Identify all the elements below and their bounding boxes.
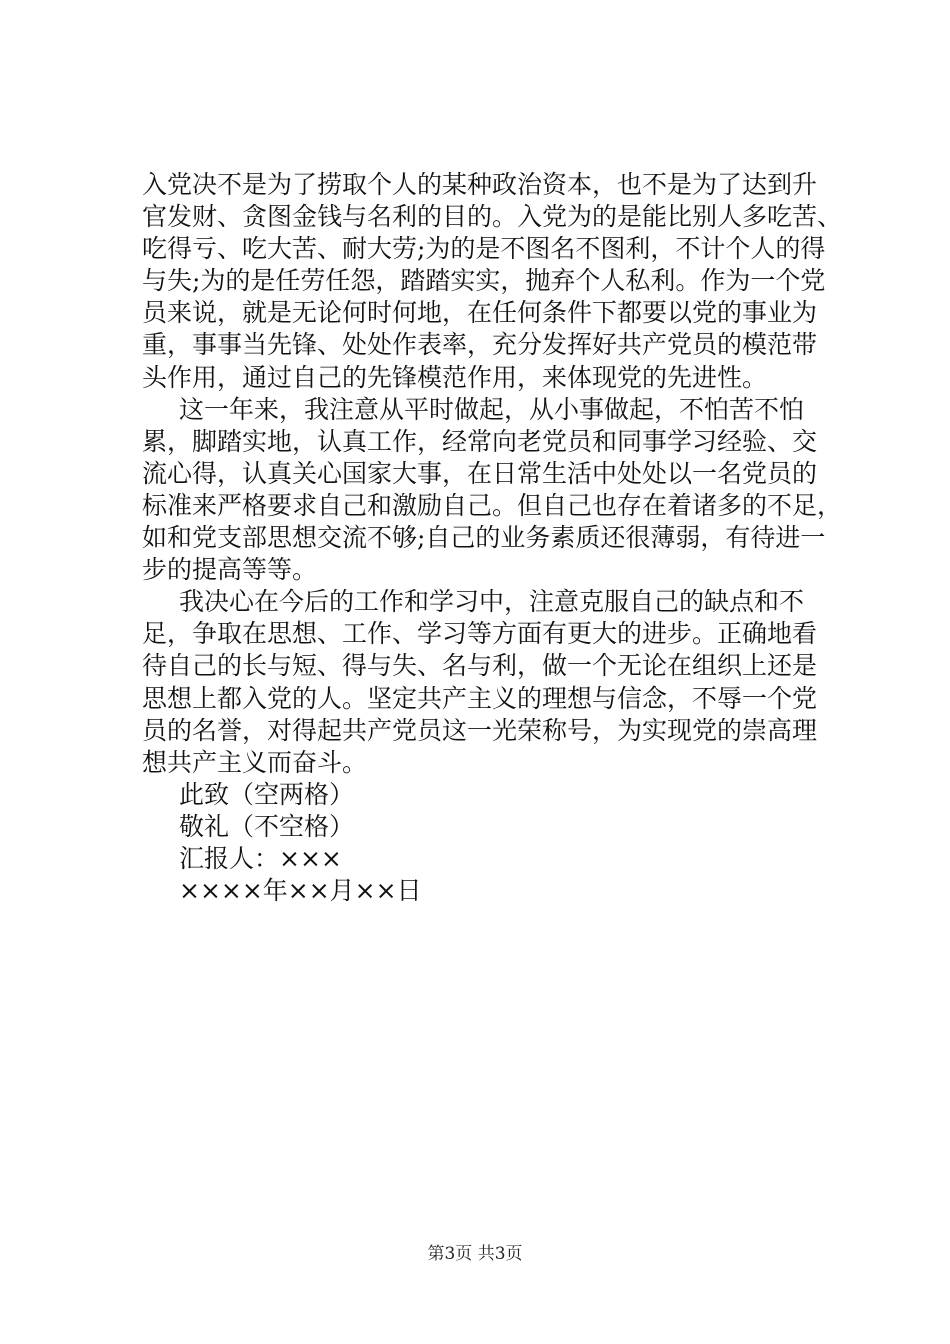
paragraph-line: 想共产主义而奋斗。: [142, 747, 368, 777]
closing-block: [142, 779, 812, 907]
paragraph-line: 我决心在今后的工作和学习中，注意克服自己的缺点和不: [179, 587, 805, 617]
closing-salutation: 此致（空两格）: [179, 779, 355, 809]
paragraph-line: 待自己的长与短、得与失、名与利，做一个无论在组织上还是: [142, 651, 818, 681]
paragraph-line: 足，争取在思想、工作、学习等方面有更大的进步。正确地看: [142, 619, 818, 649]
report-date: ××××年××月××日: [179, 876, 422, 906]
paragraph-1: [142, 169, 843, 394]
paragraph-line: 官发财、贪图金钱与名利的目的。入党为的是能比别人多吃苦、: [142, 202, 843, 232]
paragraph-line: 重，事事当先锋、处处作表率，充分发挥好共产党员的模范带: [142, 330, 818, 360]
paragraph-line: 如和党支部思想交流不够;自己的业务素质还很薄弱，有待进一: [142, 523, 826, 553]
paragraph-line: 标准来严格要求自己和激励自己。但自己也存在着诸多的不足，: [142, 490, 843, 520]
paragraph-line: 员来说，就是无论何时何地，在任何条件下都要以党的事业为: [142, 298, 818, 328]
document-body: [142, 169, 843, 907]
paragraph-line: 员的名誉，对得起共产党员这一光荣称号，为实现党的崇高理: [142, 715, 818, 745]
closing-regards: 敬礼（不空格）: [179, 811, 355, 841]
paragraph-line: 累，脚踏实地，认真工作，经常向老党员和同事学习经验、交: [142, 426, 818, 456]
paragraph-line: 吃得亏、吃大苦、耐大劳;为的是不图名不图利，不计个人的得: [142, 234, 826, 264]
paragraph-line: 步的提高等等。: [142, 555, 318, 585]
paragraph-line: 入党决不是为了捞取个人的某种政治资本，也不是为了达到升: [142, 170, 818, 199]
page-footer: 第3页 共3页: [427, 1244, 523, 1264]
paragraph-2: [142, 394, 843, 587]
paragraph-line: 头作用，通过自己的先锋模范作用，来体现党的先进性。: [142, 362, 768, 392]
paragraph-line: 这一年来，我注意从平时做起，从小事做起，不怕苦不怕: [179, 394, 805, 424]
paragraph-line: 与失;为的是任劳任怨，踏踏实实，抛弃个人私利。作为一个党: [142, 266, 826, 296]
paragraph-3: [142, 586, 818, 779]
paragraph-line: 流心得，认真关心国家大事，在日常生活中处处以一名党员的: [142, 458, 818, 488]
paragraph-line: 思想上都入党的人。坚定共产主义的理想与信念，不辱一个党: [142, 683, 818, 713]
reporter-signature: 汇报人：×××: [179, 843, 342, 873]
